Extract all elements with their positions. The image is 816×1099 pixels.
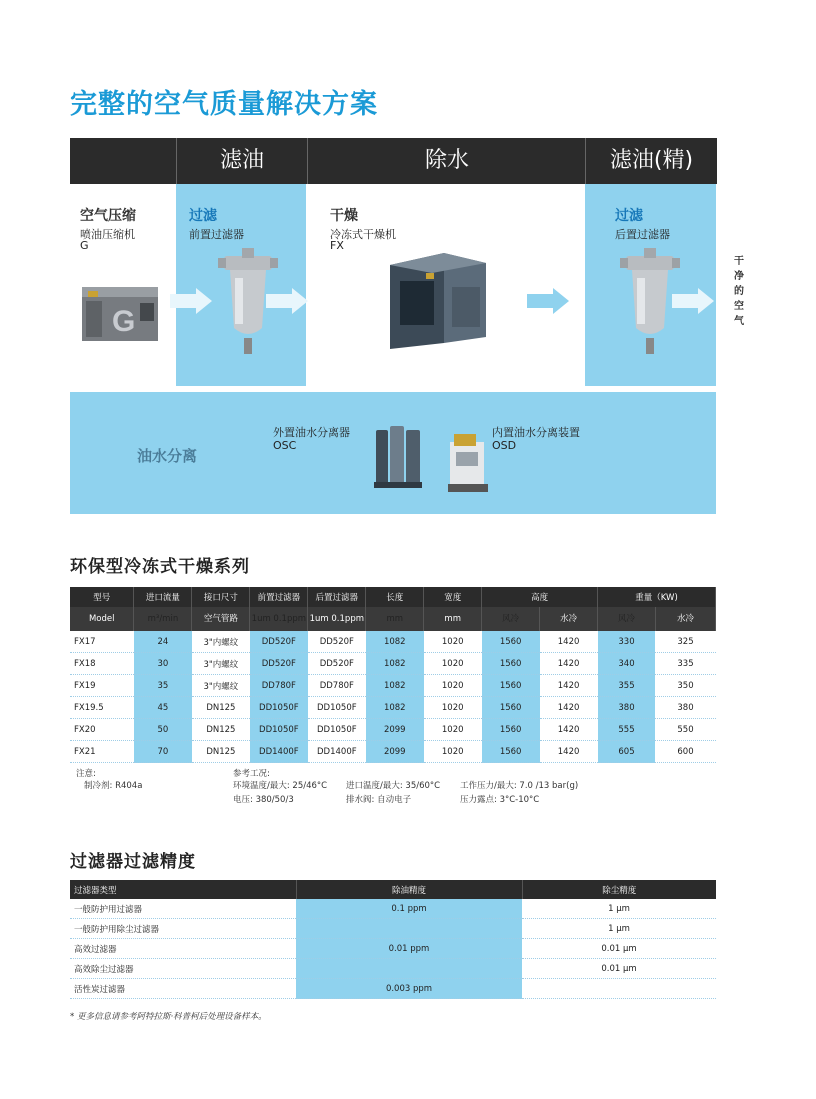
arrow-right-icon <box>527 288 571 314</box>
table-cell: 45 <box>134 697 192 719</box>
table-cell <box>522 979 716 999</box>
table-header-row <box>70 587 716 607</box>
table-cell: 1560 <box>482 697 540 719</box>
prefilter-title: 过滤 <box>189 208 217 224</box>
osd-code: OSD <box>492 439 517 452</box>
footnote: * 更多信息请参考阿特拉斯·科普柯后处理设备样本。 <box>70 1012 267 1022</box>
table-cell: 0.01 μm <box>522 959 716 979</box>
table-row <box>70 697 716 719</box>
column-subheader: 风冷 <box>598 607 656 631</box>
table-cell: 355 <box>598 675 656 697</box>
table-cell: DD1400F <box>250 741 308 763</box>
table-cell: 0.003 ppm <box>296 979 522 999</box>
table-cell: 1420 <box>540 697 598 719</box>
table-cell: 1020 <box>424 697 482 719</box>
column-subheader: 水冷 <box>655 607 715 631</box>
table-cell: DD1050F <box>250 697 308 719</box>
header-oil-filter: 滤油 <box>176 138 307 184</box>
compressor-sub: 喷油压缩机 <box>80 228 135 241</box>
column-header: 接口尺寸 <box>192 587 250 607</box>
table-cell: 3"内螺纹 <box>192 675 250 697</box>
compressor-title: 空气压缩 <box>80 208 136 224</box>
table-cell: 350 <box>655 675 715 697</box>
table-cell: DD520F <box>308 631 366 653</box>
clean-air-label: 干净的空气 <box>734 256 744 327</box>
column-subheader: Model <box>70 607 134 631</box>
table-row <box>70 919 716 939</box>
table-cell: 3"内螺纹 <box>192 653 250 675</box>
table-row <box>70 959 716 979</box>
column-header: 重量（KW) <box>598 587 716 607</box>
svg-text:G: G <box>112 305 136 338</box>
dryer-sub: 冷冻式干燥机 <box>330 228 396 241</box>
column-subheader: m³/min <box>134 607 192 631</box>
table-cell: 1 μm <box>522 919 716 939</box>
table-cell: 1560 <box>482 741 540 763</box>
table-cell: 1082 <box>366 675 424 697</box>
postfilter-title: 过滤 <box>615 208 643 224</box>
table-cell: 1560 <box>482 675 540 697</box>
table-cell: 340 <box>598 653 656 675</box>
table-cell: 1020 <box>424 631 482 653</box>
postfilter-sub: 后置过滤器 <box>615 228 670 241</box>
arrow-right-icon <box>170 288 214 314</box>
table-cell: FX20 <box>70 719 134 741</box>
table-row <box>70 631 716 653</box>
table-row <box>70 653 716 675</box>
table-cell: 0.01 μm <box>522 939 716 959</box>
table-cell: DN125 <box>192 719 250 741</box>
table-cell: 高效过滤器 <box>70 939 296 959</box>
table-cell: 2099 <box>366 719 424 741</box>
notes-inlet: 进口温度/最大: 35/60°C <box>346 781 441 791</box>
table-cell: 605 <box>598 741 656 763</box>
table-row <box>70 899 716 919</box>
dryer-code: FX <box>330 239 344 252</box>
table-cell: DD780F <box>308 675 366 697</box>
column-subheader: mm <box>366 607 424 631</box>
column-subheader: 1um 0.1ppm <box>250 607 308 631</box>
column-header: 宽度 <box>424 587 482 607</box>
filter-precision-title: 过滤器过滤精度 <box>70 852 196 872</box>
table-cell: 高效除尘过滤器 <box>70 959 296 979</box>
table-cell: 1082 <box>366 653 424 675</box>
column-header: 除油精度 <box>296 880 522 899</box>
table-cell: 380 <box>598 697 656 719</box>
column-subheader: 空气管路 <box>192 607 250 631</box>
table-cell: 1560 <box>482 631 540 653</box>
column-subheader: 水冷 <box>540 607 598 631</box>
compressor-image <box>80 281 162 343</box>
header-water-removal: 除水 <box>307 138 586 184</box>
table-cell: 1020 <box>424 675 482 697</box>
postfilter-image <box>620 248 680 358</box>
table-cell: 1560 <box>482 719 540 741</box>
table-cell: 380 <box>655 697 715 719</box>
header-fine-oil-filter: 滤油(精) <box>585 138 717 184</box>
table-cell: DN125 <box>192 741 250 763</box>
table-cell: FX17 <box>70 631 134 653</box>
table-cell <box>296 919 522 939</box>
table-cell: DD520F <box>250 653 308 675</box>
table-cell: DD520F <box>308 653 366 675</box>
table-cell: 3"内螺纹 <box>192 631 250 653</box>
column-subheader: 风冷 <box>482 607 540 631</box>
notes-pressure: 工作压力/最大: 7.0 /13 bar(g) <box>460 781 579 791</box>
osd-image <box>444 432 492 494</box>
table-cell: 1420 <box>540 653 598 675</box>
table-row <box>70 675 716 697</box>
table-cell: 1560 <box>482 653 540 675</box>
table-cell: FX21 <box>70 741 134 763</box>
notes-label: 注意: <box>76 769 96 779</box>
table-cell: DD1050F <box>308 719 366 741</box>
table-cell: 1420 <box>540 741 598 763</box>
osd-name: 内置油水分离装置 <box>492 426 580 439</box>
table-subheader-row <box>70 607 716 631</box>
prefilter-image <box>218 248 278 358</box>
notes-refrigerant: 制冷剂: R404a <box>84 781 143 791</box>
column-header: 除尘精度 <box>522 880 716 899</box>
notes-ambient: 环境温度/最大: 25/46°C <box>233 781 328 791</box>
filter-precision-table <box>70 880 716 999</box>
notes-drain: 排水阀: 自动电子 <box>346 795 412 805</box>
column-header: 进口流量 <box>134 587 192 607</box>
notes-ref-label: 参考工况: <box>233 769 270 779</box>
table-cell: 1020 <box>424 653 482 675</box>
table-cell: 335 <box>655 653 715 675</box>
table-cell: 550 <box>655 719 715 741</box>
table-cell: DD1400F <box>308 741 366 763</box>
dryer-title: 干燥 <box>330 208 358 224</box>
table-cell: 1420 <box>540 719 598 741</box>
table-cell: 一般防护用过滤器 <box>70 899 296 919</box>
table-cell: 活性炭过滤器 <box>70 979 296 999</box>
notes-voltage: 电压: 380/50/3 <box>233 795 294 805</box>
osc-code: OSC <box>273 439 297 452</box>
compressor-code: G <box>80 239 89 252</box>
prefilter-sub: 前置过滤器 <box>189 228 244 241</box>
table-cell: 330 <box>598 631 656 653</box>
osc-image <box>372 424 424 490</box>
oil-water-title: 油水分离 <box>137 447 198 465</box>
table-cell: 0.1 ppm <box>296 899 522 919</box>
column-header: 长度 <box>366 587 424 607</box>
table-cell: FX18 <box>70 653 134 675</box>
table-cell: 70 <box>134 741 192 763</box>
table-cell: 50 <box>134 719 192 741</box>
table-cell: 1020 <box>424 741 482 763</box>
osc-name: 外置油水分离器 <box>273 426 350 439</box>
table-cell: 0.01 ppm <box>296 939 522 959</box>
table-row <box>70 979 716 999</box>
table-cell: 1420 <box>540 631 598 653</box>
filter-table-body <box>70 899 716 999</box>
dryer-spec-table <box>70 587 716 763</box>
table-cell: 1 μm <box>522 899 716 919</box>
table-cell: DD1050F <box>308 697 366 719</box>
column-header: 过滤器类型 <box>70 880 296 899</box>
table-cell: FX19 <box>70 675 134 697</box>
column-header: 后置过滤器 <box>308 587 366 607</box>
page-title: 完整的空气质量解决方案 <box>70 89 378 120</box>
column-header: 前置过滤器 <box>250 587 308 607</box>
table-cell: 555 <box>598 719 656 741</box>
table-row <box>70 719 716 741</box>
table-cell: DD780F <box>250 675 308 697</box>
column-subheader: mm <box>424 607 482 631</box>
table-cell: 一般防护用除尘过滤器 <box>70 919 296 939</box>
table-cell: FX19.5 <box>70 697 134 719</box>
dryer-table-body <box>70 631 716 763</box>
table-cell: DD1050F <box>250 719 308 741</box>
column-header: 高度 <box>482 587 598 607</box>
dryer-series-title: 环保型冷冻式干燥系列 <box>70 557 250 577</box>
table-cell <box>296 959 522 979</box>
table-cell: 2099 <box>366 741 424 763</box>
table-cell: 30 <box>134 653 192 675</box>
table-cell: 1082 <box>366 631 424 653</box>
table-header-row <box>70 880 716 899</box>
table-cell: 35 <box>134 675 192 697</box>
table-cell: 1420 <box>540 675 598 697</box>
column-subheader: 1um 0.1ppm <box>308 607 366 631</box>
table-cell: 24 <box>134 631 192 653</box>
table-row <box>70 741 716 763</box>
notes-dewpoint: 压力露点: 3°C-10°C <box>460 795 540 805</box>
table-cell: 600 <box>655 741 715 763</box>
table-cell: 1082 <box>366 697 424 719</box>
table-cell: 1020 <box>424 719 482 741</box>
table-cell: DN125 <box>192 697 250 719</box>
table-cell: 325 <box>655 631 715 653</box>
table-cell: DD520F <box>250 631 308 653</box>
dryer-image <box>382 251 490 351</box>
column-header: 型号 <box>70 587 134 607</box>
table-row <box>70 939 716 959</box>
